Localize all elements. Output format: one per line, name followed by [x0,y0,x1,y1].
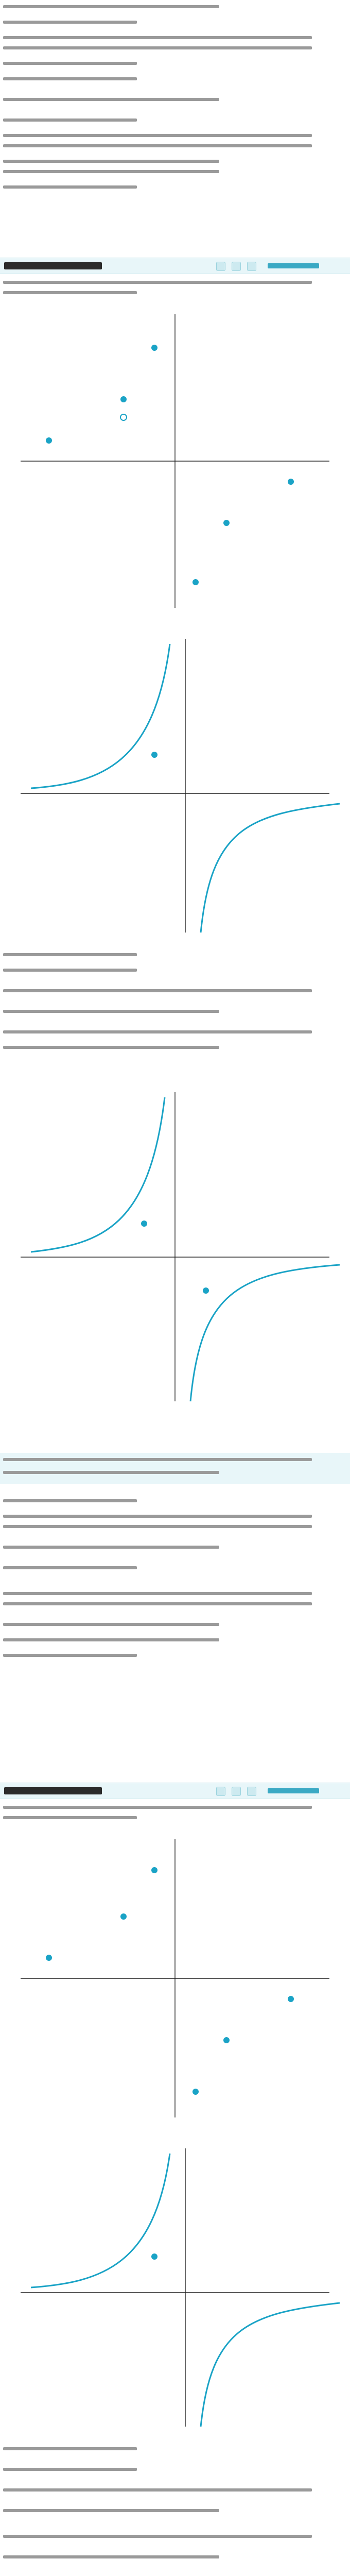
plot-point [120,1913,127,1920]
plot-point [192,579,199,585]
coordinate-grid-figure [0,1834,350,2123]
solution-text-block-4 [0,2447,350,2576]
plot-point [151,2253,157,2260]
plot-point [288,479,294,485]
solution-text-block-2 [0,953,350,1077]
grid-icon[interactable] [247,262,256,271]
hyperbola-figure [0,2143,350,2432]
plot-point [288,1996,294,2002]
bookmark-icon[interactable] [232,1787,241,1796]
plot-point [46,437,52,444]
hyperbola-svg [0,1087,350,1406]
hyperbola-branch-right [190,1265,340,1401]
book-icon[interactable] [216,262,225,271]
exercise-link[interactable] [268,263,319,268]
solution-text-block-3 [0,1499,350,1767]
exercise-bar [0,258,350,274]
book-icon[interactable] [216,1787,225,1796]
exercise-bar [0,1783,350,1799]
grid-icon[interactable] [247,1787,256,1796]
note-band [0,1453,350,1484]
hyperbola-svg [0,634,350,938]
exercise-title [4,262,102,269]
plot-point [46,1955,52,1961]
plot-point [141,1221,147,1227]
task-text-2 [0,1806,350,1826]
hyperbola-branch-left [31,2154,170,2287]
plot-point [151,752,157,758]
task-text-1 [0,281,350,301]
point-scatter-svg [0,1834,350,2123]
hyperbola-figure [0,1087,350,1406]
coordinate-grid-figure [0,309,350,613]
scatter-points [46,345,294,585]
exercise-link[interactable] [268,1788,319,1793]
bookmark-icon[interactable] [232,262,241,271]
hyperbola-branch-right [201,2303,340,2427]
hyperbola-branch-right [201,804,340,933]
exercise-title [4,1787,102,1794]
plot-point [223,2037,230,2043]
point-scatter-svg [0,309,350,613]
plot-point [203,1287,209,1294]
hyperbola-branch-left [31,1097,165,1252]
hyperbola-branch-left [31,644,170,788]
hyperbola-svg [0,2143,350,2432]
plot-point [120,414,127,420]
plot-point [151,345,157,351]
solution-text-block-1 [0,5,350,247]
hyperbola-figure [0,634,350,938]
plot-point [151,1867,157,1873]
scatter-points [46,1867,294,2095]
plot-point [120,396,127,402]
plot-point [223,520,230,526]
plot-point [192,2089,199,2095]
